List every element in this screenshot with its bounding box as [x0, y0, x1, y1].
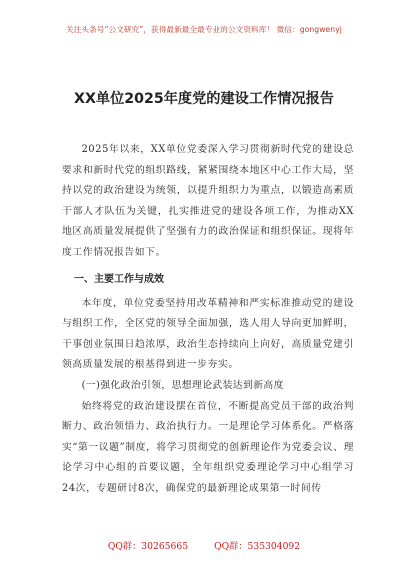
footer-qq-group-1: QQ群：30265665 [107, 541, 189, 552]
footer-qq-group-2: QQ群：535304092 [214, 541, 301, 552]
intro-paragraph: 2025年以来，XX单位党委深入学习贯彻新时代党的建设总要求和新时代党的组织路线，紧紧围绕本地区中心工作大局，坚持以党的政治建设为统领，以提升组织力为重点，以锻造高素质干部人才队伍为关键，扎实推进党的建设各项工作，为推动XX地区高质量发展提供了坚强有力的政治保证和组织保证。现将年度工作情况报告如下。 [62, 144, 354, 258]
section-paragraph: 本年度，单位党委坚持用改革精神和严实标准推动党的建设与组织工作，全区党的领导全面加强，选人用人导向更加鲜明，干事创业氛围日趋浓厚，政治生态持续向上向好，高质量党建引领高质量发展的根基得到进一步夯实。 [62, 297, 354, 371]
subsection-paragraph: 始终将党的政治建设摆在首位，不断提高党员干部的政治判断力、政治领悟力、政治执行力。一是理论学习体系化。严格落实“第一议题”制度，将学习贯彻党的创新理论作为党委会议、理论学习中心组的首要议题，全年组织党委理论学习中心组学习24次，专题研讨8次，确保党的最新理论成果第一时间传 [62, 400, 354, 494]
document-body [62, 140, 354, 500]
footer [0, 538, 408, 552]
document-title: XX单位2025年度党的建设工作情况报告 [74, 91, 334, 107]
section-heading: 一、主要工作与成效 [74, 273, 164, 285]
header-banner: 关注头条号“公文研究”，获得最新最全最专业的公文资料库！ 微信：gongwenyj [66, 25, 342, 34]
subsection-heading: (一)强化政治引领，思想理论武装达到新高度 [81, 379, 284, 391]
